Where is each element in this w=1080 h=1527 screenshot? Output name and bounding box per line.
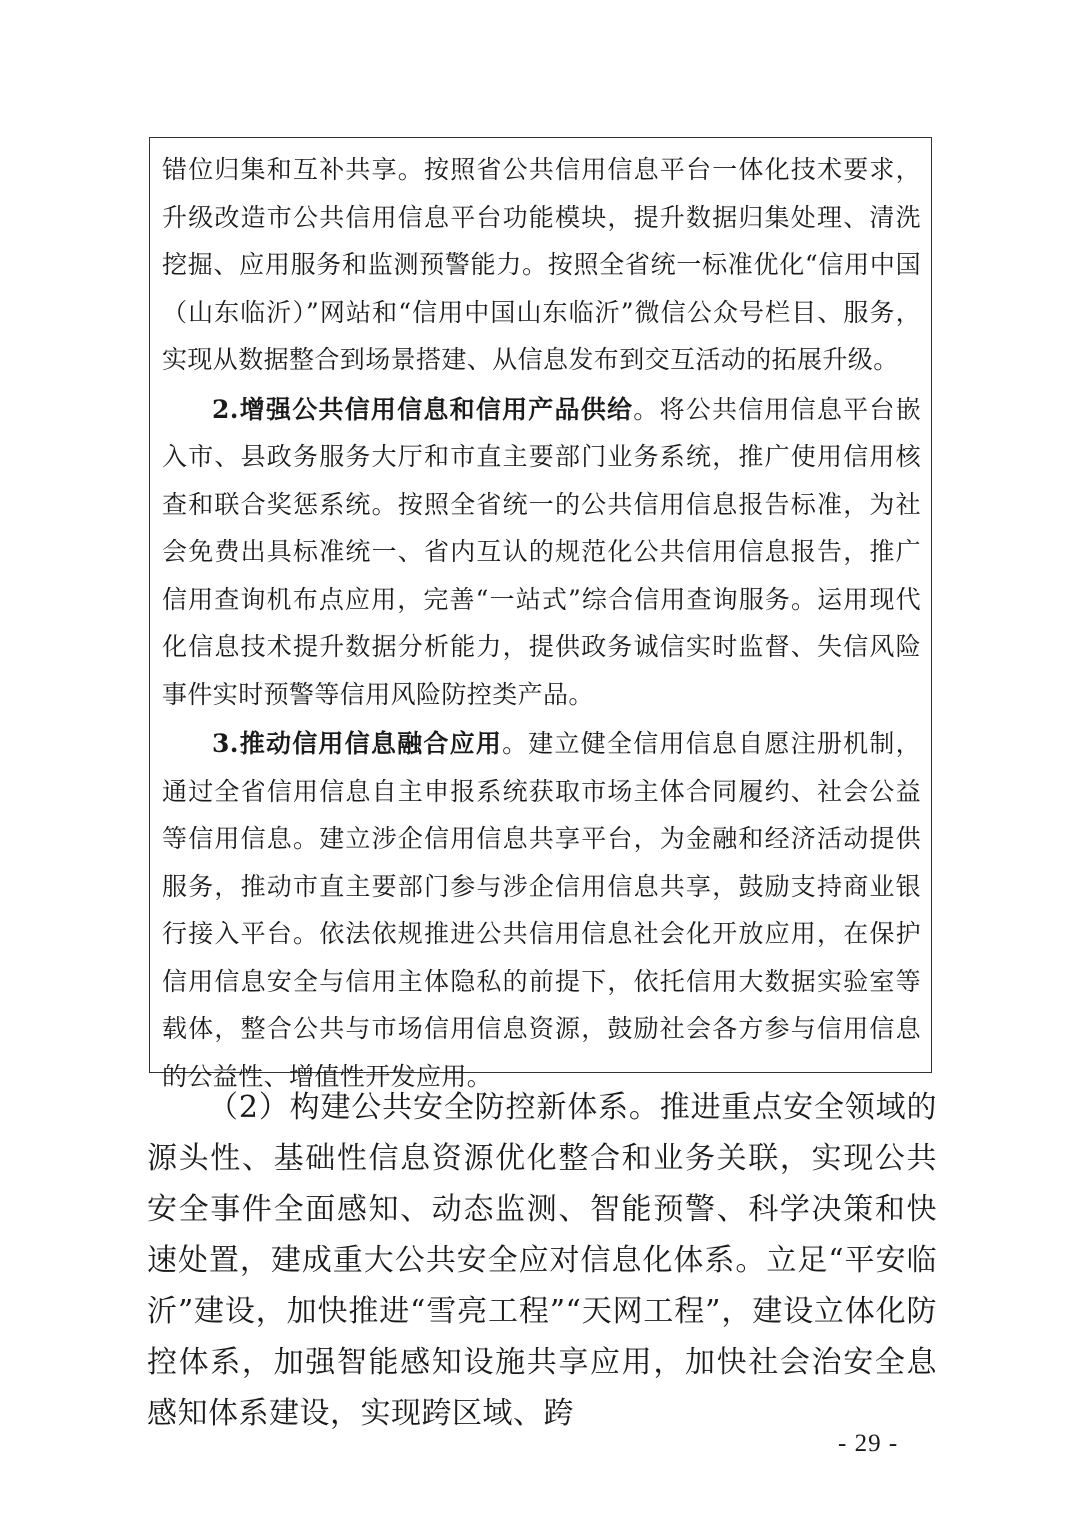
box-paragraph-2 [162, 386, 921, 719]
box-paragraph-3-body: 。建立健全信用信息自愿注册机制，通过全省信用信息自主申报系统获取市场主体合同履约、社会公益等信用信息。建立涉企信用信息共享平台，为金融和经济活动提供服务，推动市直主要部门参与涉企信用信息共享，鼓励支持商业银行接入平台。依法依规推进公共信用信息社会化开放应用，在保护信用信息安全与信用主体隐私的前提下，依托信用大数据实验室等载体，整合公共与市场信用信息资源，鼓励社会各方参与信用信息的公益性、增值性开发应用。 [162, 729, 921, 1091]
box-paragraph-3-heading: 3.推动信用信息融合应用 [212, 729, 503, 758]
box-paragraph-3 [162, 720, 921, 1100]
box-paragraph-1: 错位归集和互补共享。按照省公共信用信息平台一体化技术要求，升级改造市公共信用信息平台功能模块，提升数据归集处理、清洗挖掘、应用服务和监测预警能力。按照全省统一标准优化“信用中国（山东临沂）”网站和“信用中国山东临沂”微信公众号栏目、服务，实现从数据整合到场景搭建、从信息发布到交互活动的拓展升级。 [162, 155, 921, 374]
box-paragraph-2-heading: 2.增强公共信用信息和信用产品供给 [212, 394, 634, 424]
page-number: - 29 - [838, 1430, 899, 1457]
main-paragraph: （2）构建公共安全防控新体系。推进重点安全领域的源头性、基础性信息资源优化整合和业务关联，实现公共安全事件全面感知、动态监测、智能预警、科学决策和快速处置，建成重大公共安全应对信息化体系。立足“平安临沂”建设，加快推进“雪亮工程”“天网工程”，建设立体化防控体系，加强智能感知设施共享应用，加快社会治安全息感知体系建设，实现跨区域、跨 [147, 1090, 937, 1431]
box-paragraph-2-body: 。将公共信用信息平台嵌入市、县政务服务大厅和市直主要部门业务系统，推广使用信用核查和联合奖惩系统。按照全省统一的公共信用信息报告标准，为社会免费出具标准统一、省内互认的规范化公共信用信息报告，推广信用查询机布点应用，完善“一站式”综合信用查询服务。运用现代化信息技术提升数据分析能力，提供政务诚信实时监督、失信风险事件实时预警等信用风险防控类产品。 [162, 394, 921, 709]
bordered-text-box [149, 137, 932, 1091]
